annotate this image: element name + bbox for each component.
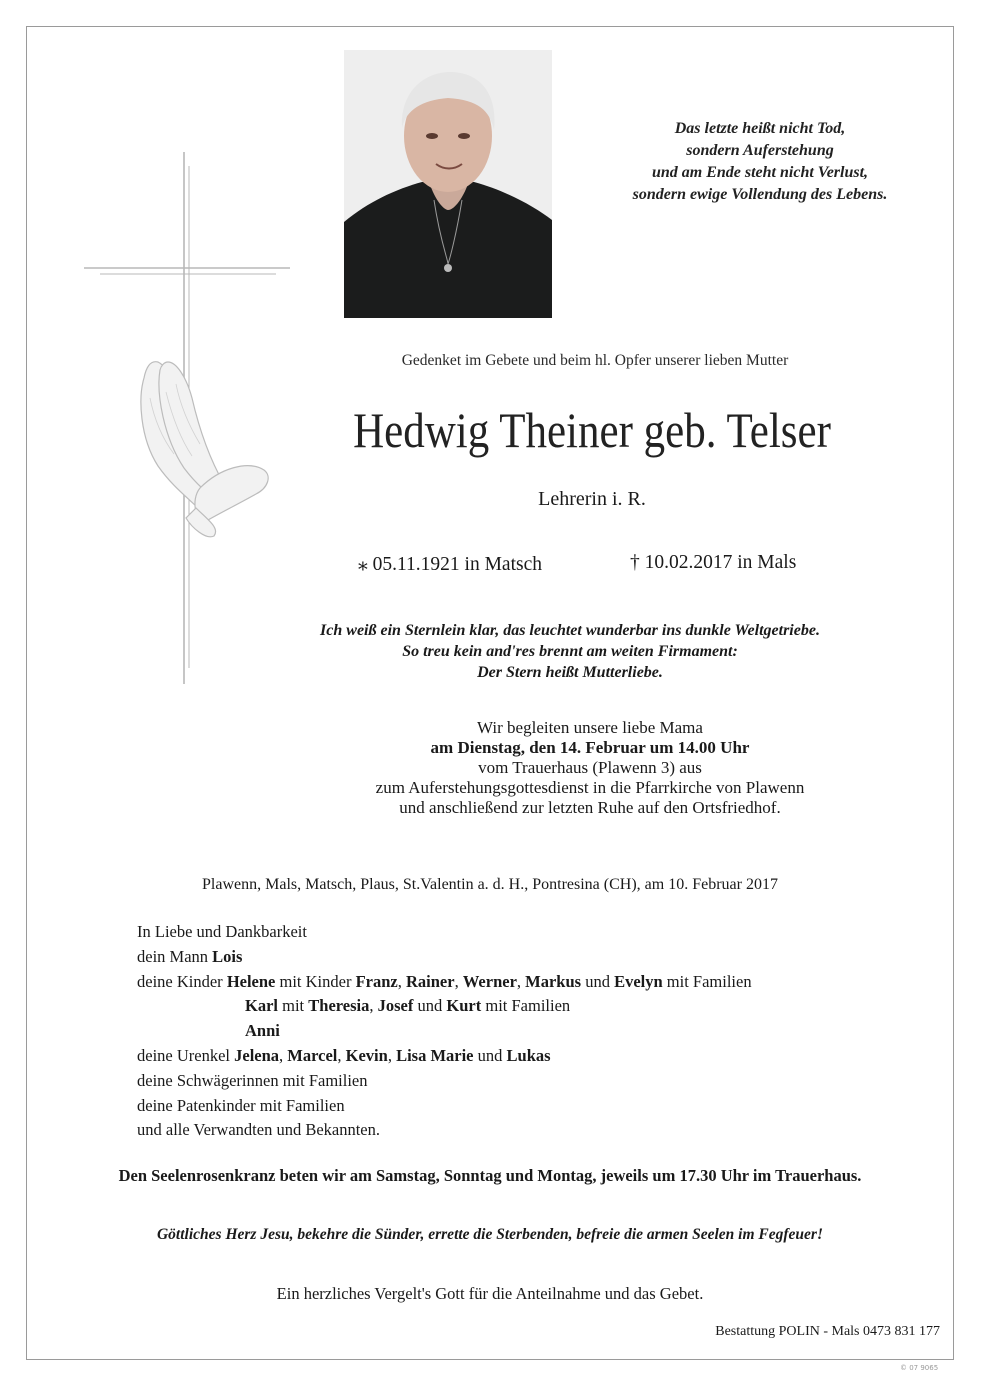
mourner-name: Evelyn	[614, 971, 663, 991]
mourners-line	[137, 970, 752, 995]
mourner-name: Marcel	[287, 1045, 338, 1065]
mourner-name: Jelena	[234, 1045, 280, 1065]
mourners-text: und	[473, 1045, 507, 1065]
mourner-name: Helene	[226, 971, 276, 991]
mourners-line	[137, 1044, 752, 1069]
funeral-date-time: am Dienstag, den 14. Februar um 14.00 Uhr	[430, 738, 750, 757]
mourners-list	[137, 920, 752, 1143]
mourners-text: ,	[387, 1045, 397, 1065]
prayer: Göttliches Herz Jesu, bekehre die Sünder, errette die Sterbenden, befreie die armen Seelen im Fegfeuer!	[156, 1226, 823, 1243]
mourners-text: mit Kinder	[275, 971, 356, 991]
mourner-name: Theresia	[308, 996, 370, 1016]
birth-info: ⁎ 05.11.1921 in Matsch	[358, 554, 542, 575]
mourners-text: deine Urenkel	[137, 1045, 235, 1065]
mourner-name: Kurt	[446, 996, 482, 1016]
mourners-line	[137, 1019, 752, 1044]
top-quote-line: Das letzte heißt nicht Tod,	[674, 120, 846, 137]
mourners-line	[137, 945, 752, 970]
mourners-text: deine Schwägerinnen mit Familien	[137, 1070, 368, 1090]
poem-line: So treu kein and'res brennt am weiten Firmament:	[402, 643, 738, 660]
mourners-line	[137, 994, 752, 1019]
mourners-text: mit	[278, 996, 309, 1016]
mourner-name: Markus	[525, 971, 582, 991]
funeral-line: Wir begleiten unsere liebe Mama	[477, 718, 703, 737]
mourners-text: deine Kinder	[137, 971, 227, 991]
poem-line: Ich weiß ein Sternlein klar, das leuchtet wunderbar ins dunkle Weltgetriebe.	[320, 622, 820, 639]
mourner-name: Josef	[377, 996, 414, 1016]
mourners-text: ,	[454, 971, 463, 991]
mourner-name: Lukas	[506, 1045, 551, 1065]
mourners-text: deine Patenkinder mit Familien	[137, 1095, 345, 1115]
poem-line: Der Stern heißt Mutterliebe.	[477, 664, 663, 681]
funeral-line: und anschließend zur letzten Ruhe auf den Ortsfriedhof.	[399, 798, 781, 817]
mourners-text: und	[413, 996, 447, 1016]
cross-praying-hands-icon	[80, 148, 300, 688]
mourner-name: Rainer	[406, 971, 455, 991]
mourner-name: Kevin	[345, 1045, 388, 1065]
rosary-notice: Den Seelenrosenkranz beten wir am Samstag, Sonntag und Montag, jeweils um 17.30 Uhr im Trauerhaus.	[118, 1166, 862, 1185]
mourner-name: Werner	[462, 971, 517, 991]
print-code: © 07 9065	[900, 1364, 939, 1372]
mourners-text: ,	[369, 996, 378, 1016]
undertaker-info: Bestattung POLIN - Mals 0473 831 177	[715, 1324, 940, 1339]
mourners-text: dein Mann	[137, 946, 213, 966]
mourners-text: In Liebe und Dankbarkeit	[137, 922, 307, 941]
mourners-text: ,	[279, 1045, 288, 1065]
deceased-name: Hedwig Theiner geb. Telser	[353, 402, 831, 458]
portrait-photo	[344, 50, 552, 318]
mourners-line	[137, 1069, 752, 1094]
funeral-line: vom Trauerhaus (Plawenn 3) aus	[478, 758, 702, 777]
poem	[250, 620, 890, 683]
mourner-name: Karl	[245, 996, 278, 1016]
mourner-name: Lisa Marie	[396, 1045, 474, 1065]
profession: Lehrerin i. R.	[538, 488, 646, 510]
mourner-name: Franz	[355, 971, 398, 991]
mourners-line	[137, 920, 752, 945]
mourner-name: Lois	[212, 946, 243, 966]
mourners-text: mit Familien	[481, 996, 571, 1016]
mourners-line	[137, 1118, 752, 1143]
top-quote-line: sondern ewige Vollendung des Lebens.	[632, 186, 888, 203]
mourners-text: und	[581, 971, 615, 991]
remembrance-intro: Gedenket im Gebete und beim hl. Opfer unserer lieben Mutter	[401, 352, 789, 369]
mourners-line	[137, 1094, 752, 1119]
mourners-text: mit Familien	[662, 971, 752, 991]
places-and-date: Plawenn, Mals, Matsch, Plaus, St.Valentin a. d. H., Pontresina (CH), am 10. Februar 2017	[202, 876, 778, 893]
mourners-text: ,	[337, 1045, 346, 1065]
top-quote-line: sondern Auferstehung	[686, 142, 834, 159]
mourners-text: ,	[397, 971, 406, 991]
top-quote	[590, 118, 930, 206]
mourner-name: Anni	[245, 1021, 280, 1041]
funeral-line: zum Auferstehungsgottesdienst in die Pfarrkirche von Plawenn	[375, 778, 805, 797]
top-quote-line: und am Ende steht nicht Verlust,	[651, 164, 869, 181]
mourners-text: und alle Verwandten und Bekannten.	[137, 1120, 381, 1140]
mourners-text: ,	[516, 971, 526, 991]
thanks-note: Ein herzliches Vergelt's Gott für die Anteilnahme und das Gebet.	[276, 1284, 704, 1303]
death-info: † 10.02.2017 in Mals	[630, 552, 797, 573]
funeral-details	[300, 718, 880, 818]
